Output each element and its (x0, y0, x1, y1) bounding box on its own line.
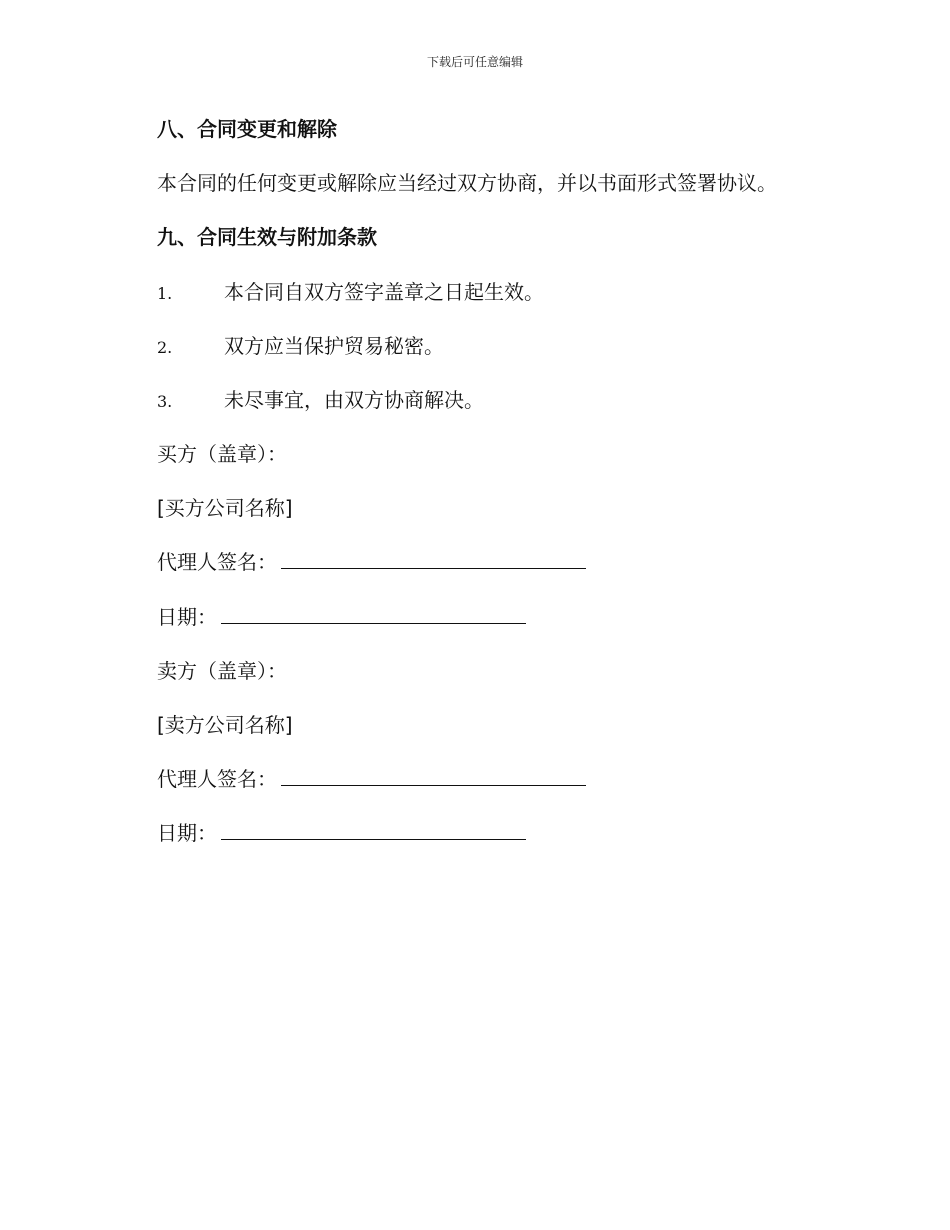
buyer-agent-label: 代理人签名： (157, 550, 277, 574)
buyer-date-label: 日期： (157, 605, 217, 629)
list-item-number: 2. (157, 338, 173, 357)
seller-agent-label: 代理人签名： (157, 767, 277, 791)
buyer-date (157, 603, 526, 631)
list-item-text: 双方应当保护贸易秘密。 (224, 334, 444, 358)
list-item-number: 3. (157, 392, 173, 411)
seller-company-name: [卖方公司名称] (157, 713, 293, 737)
seller-date-label: 日期： (157, 821, 217, 845)
buyer-agent-signature-line[interactable] (281, 550, 586, 569)
seller-date-line[interactable] (221, 821, 526, 840)
section-8-body: 本合同的任何变更或解除应当经过双方协商，并以书面形式签署协议。 (157, 171, 777, 195)
list-item (157, 332, 444, 362)
list-item-text: 未尽事宜，由双方协商解决。 (224, 388, 484, 412)
list-item (157, 386, 484, 416)
page-header: 下载后可任意编辑 (426, 55, 523, 69)
buyer-seal-label: 买方（盖章）： (157, 442, 287, 466)
list-item-number: 1. (157, 284, 173, 303)
section-8-heading: 八、合同变更和解除 (157, 117, 337, 141)
section-9-heading: 九、合同生效与附加条款 (157, 225, 377, 249)
buyer-date-line[interactable] (221, 605, 526, 624)
seller-seal-label: 卖方（盖章）： (157, 659, 287, 683)
list-item (157, 278, 544, 308)
buyer-agent-signature (157, 548, 586, 576)
buyer-company-name: [买方公司名称] (157, 496, 293, 520)
seller-date (157, 819, 526, 847)
list-item-text: 本合同自双方签字盖章之日起生效。 (224, 280, 544, 304)
seller-agent-signature (157, 765, 586, 793)
seller-agent-signature-line[interactable] (281, 767, 586, 786)
